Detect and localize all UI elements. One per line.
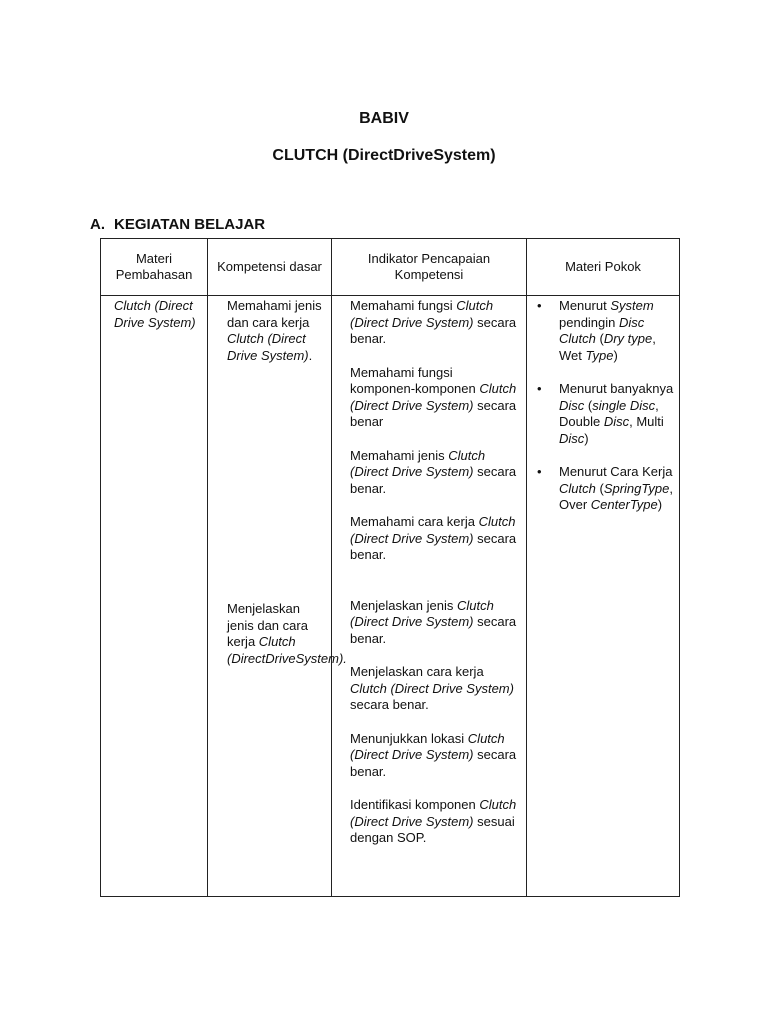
kompetensi-2-plain: Menjelaskan jenis dan cara kerja (227, 601, 308, 649)
indikator-3-plain: Memahami jenis (350, 447, 449, 463)
indikator-2-italic: Clutch (Direct Drive System) (350, 381, 517, 413)
mp2-g: , Multi (629, 414, 664, 429)
materi-text: Clutch (Direct Drive System) (114, 298, 196, 330)
indikator-8-plain: Identifikasi komponen (350, 797, 480, 812)
kompetensi-2-italic: Clutch (DirectDriveSystem). (227, 634, 347, 666)
chapter-subtitle: CLUTCH (DirectDriveSystem) (272, 147, 496, 164)
bullet-icon: • (537, 298, 542, 313)
indikator-4-plain: Memahami cara kerja (350, 514, 479, 529)
kompetensi-item-2 (227, 601, 347, 667)
table-header-row (101, 239, 680, 296)
learning-activity-table (100, 238, 680, 897)
indikator-5 (350, 598, 520, 648)
mp2-i: ) (584, 430, 589, 446)
indikator-7-italic: Clutch (Direct Drive System) (350, 730, 505, 762)
bullet-icon: • (537, 381, 542, 396)
indikator-7-tail: secara benar. (350, 747, 517, 779)
cell-indikator (332, 296, 527, 897)
indikator-4-italic: Clutch (Direct Drive System) (350, 514, 516, 546)
section-heading (90, 216, 265, 233)
indikator-5-italic: Clutch (Direct Drive System) (350, 597, 494, 629)
chapter-title: BABIV (359, 110, 409, 127)
mp1-f: Dry type (603, 331, 653, 346)
indikator-1 (350, 298, 520, 348)
mp1-e: ( (595, 331, 604, 346)
indikator-7 (350, 731, 520, 781)
indikator-2 (350, 365, 520, 431)
list-item (535, 381, 675, 447)
indikator-3 (350, 448, 520, 498)
list-item (535, 464, 675, 514)
indikator-6-italic: Clutch (Direct Drive System) (350, 680, 514, 696)
mp1-i: ) (613, 347, 618, 363)
indikator-3-tail: secara benar. (350, 464, 517, 496)
mp3-e: , Over (559, 480, 673, 512)
kompetensi-item-1 (227, 298, 327, 364)
mp1-a: Menurut (559, 298, 611, 313)
mp1-g: , Wet (559, 331, 656, 363)
mp3-f: CenterType (590, 497, 658, 512)
indikator-1-tail: secara benar. (350, 314, 517, 346)
header-materi-pokok: Materi Pokok (527, 239, 680, 296)
mp2-e: , Double (559, 397, 659, 429)
mp1-b: System (610, 298, 654, 313)
mp3-c: ( (595, 480, 604, 496)
indikator-6-plain: Menjelaskan cara kerja (350, 664, 484, 679)
mp3-a: Menurut Cara Kerja (559, 464, 673, 479)
indikator-5-tail: secara benar. (350, 614, 517, 646)
table-row (101, 296, 680, 897)
header-kompetensi-dasar: Kompetensi dasar (208, 239, 332, 296)
indikator-2-plain: Memahami fungsi komponen-komponen (350, 364, 480, 396)
section-title: KEGIATAN BELAJAR (114, 216, 266, 233)
indikator-3-italic: Clutch (Direct Drive System) (350, 447, 486, 479)
section-letter: A. (90, 216, 105, 233)
mp3-g: ) (657, 497, 663, 512)
mp2-h: Disc (559, 430, 585, 446)
kompetensi-1-italic: Clutch (Direct Drive System) (227, 331, 309, 363)
mp3-d: SpringType (603, 480, 670, 496)
indikator-1-plain: Memahami fungsi (350, 298, 457, 313)
indikator-6 (350, 664, 520, 714)
mp2-f: Disc (603, 414, 630, 429)
indikator-8 (350, 797, 520, 847)
indikator-8-italic: Clutch (Direct Drive System) (350, 797, 517, 829)
mp2-b: Disc (559, 397, 585, 413)
indikator-8-tail: sesuai dengan SOP. (350, 813, 515, 845)
indikator-1-italic: Clutch (Direct Drive System) (350, 298, 494, 330)
mp1-h: Type (585, 347, 614, 363)
header-materi-pembahasan: Materi Pembahasan (101, 239, 208, 296)
list-item (535, 298, 675, 364)
indikator-2-tail: secara benar (350, 397, 517, 429)
mp2-c: ( (584, 397, 593, 413)
indikator-7-plain: Menunjukkan lokasi (350, 730, 468, 746)
bullet-icon: • (537, 464, 542, 479)
indikator-5-plain: Menjelaskan jenis (350, 597, 457, 613)
mp1-d: Disc Clutch (559, 314, 645, 346)
kompetensi-1-plain: Memahami jenis dan cara kerja (227, 298, 322, 330)
header-indikator: Indikator Pencapaian Kompetensi (332, 239, 527, 296)
indikator-6-tail: secara benar. (350, 697, 429, 712)
indikator-4-tail: secara benar. (350, 530, 517, 562)
cell-kompetensi (208, 296, 347, 897)
mp1-c: pendingin (559, 314, 619, 330)
mp3-b: Clutch (559, 480, 596, 496)
cell-materi-pokok (527, 296, 680, 897)
indikator-4 (350, 514, 520, 564)
mp2-a: Menurut banyaknya (559, 381, 674, 396)
kompetensi-1-tail: . (308, 347, 313, 363)
mp2-d: single Disc (592, 397, 656, 413)
cell-materi (101, 296, 208, 897)
materi-pokok-list (535, 298, 675, 514)
